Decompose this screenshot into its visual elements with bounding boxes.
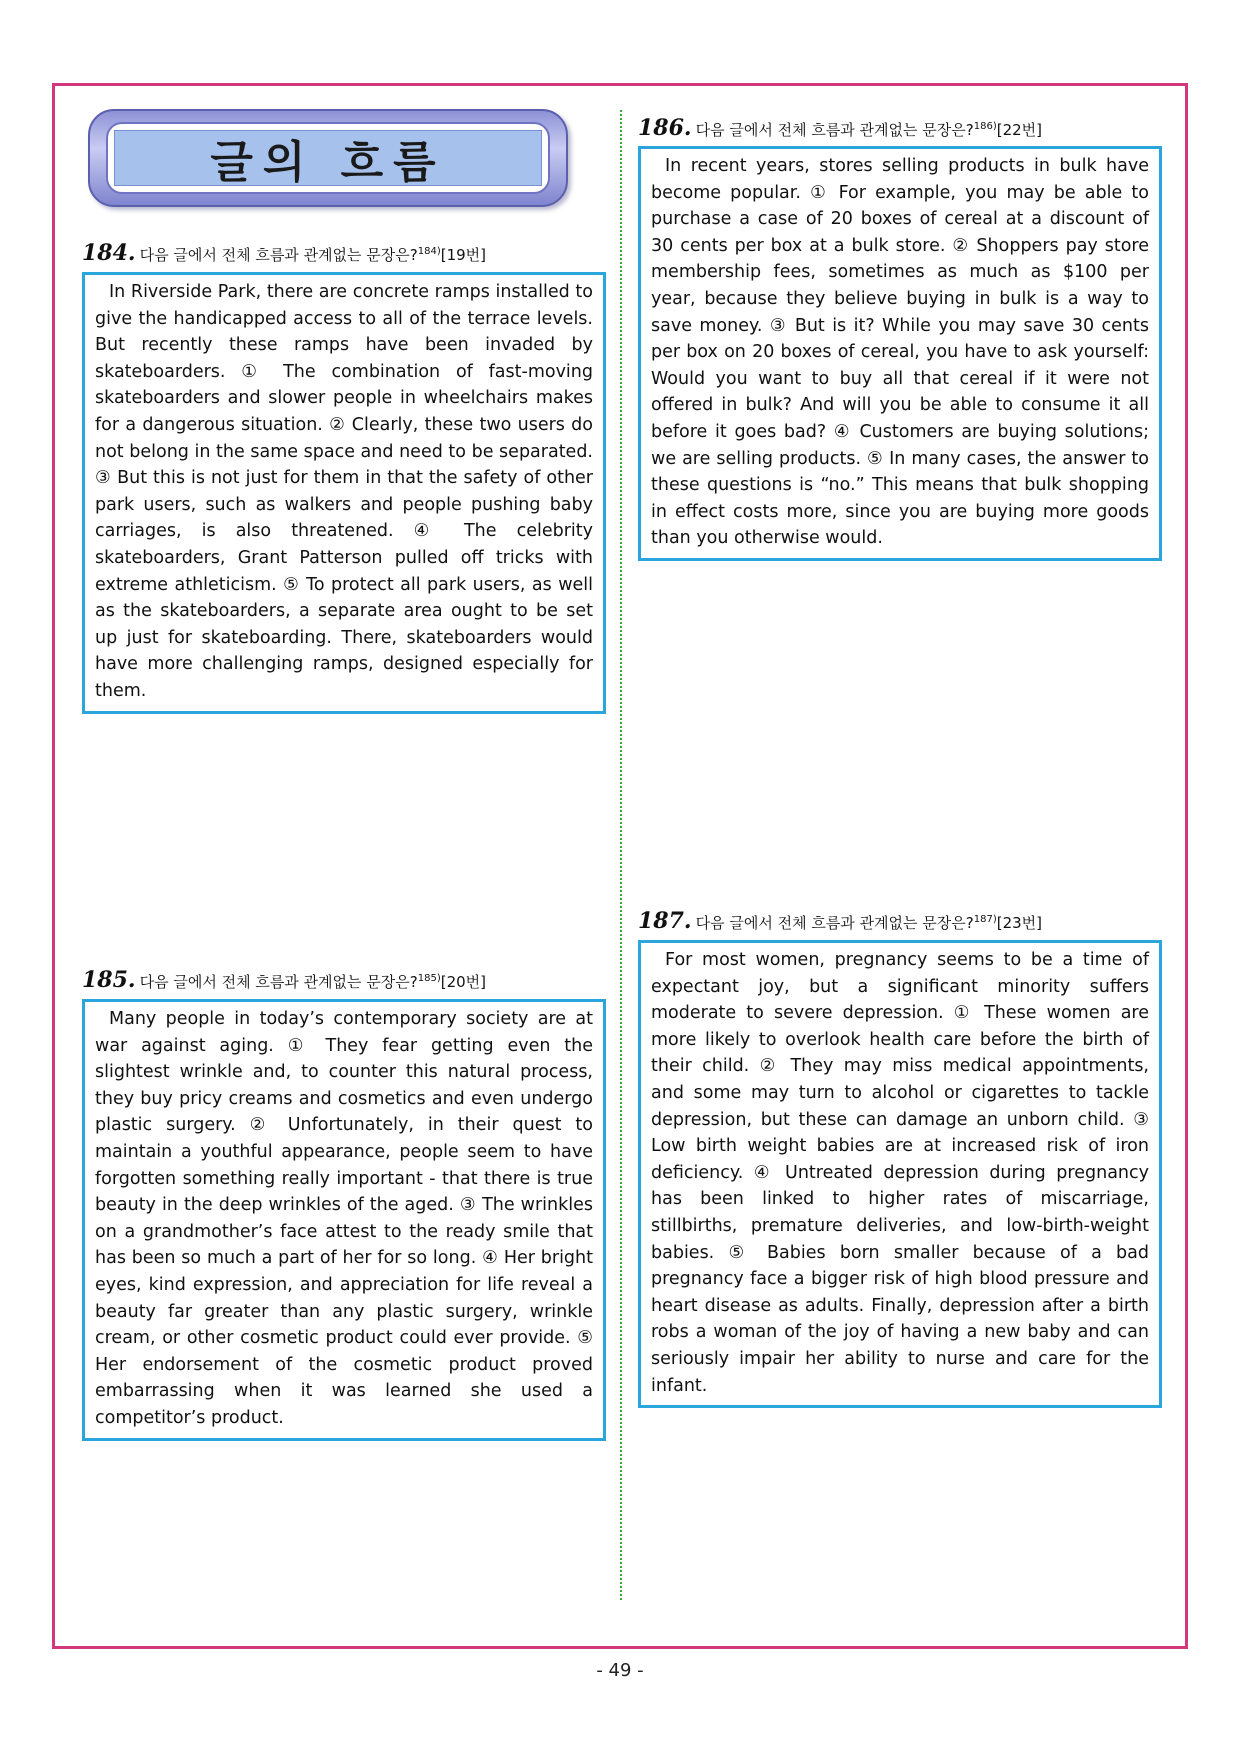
footnote-ref: 186) (973, 121, 997, 132)
question-prompt: 다음 글에서 전체 흐름과 관계없는 문장은? (139, 246, 418, 264)
question-prompt: 다음 글에서 전체 흐름과 관계없는 문장은? (139, 973, 418, 991)
question-prompt: 다음 글에서 전체 흐름과 관계없는 문장은? (695, 914, 974, 932)
question-187-header (638, 908, 1042, 934)
footnote-ref: 185) (417, 973, 441, 984)
question-number: 186. (638, 115, 692, 141)
question-185-passage: Many people in today’s contemporary society are at war against aging. ① They fear getting even the slightest wrinkle and, to counter this natural process, they buy pricy creams and cosmetics and even undergo plastic surgery. ② Unfortunately, in their quest to maintain a youthful appearance, people seem to have forgotten something really important - that there is true beauty in the deep wrinkles of the aged. ③ The wrinkles on a grandmother’s face attest to the ready smile that has been so much a part of her for so long. ④ Her bright eyes, kind expression, and appreciation for life reveal a beauty far greater than any plastic surgery, wrinkle cream, or other cosmetic product could ever provide. ⑤ Her endorsement of the cosmetic product proved embarrassing when it was learned she used a competitor’s product. (82, 999, 606, 1441)
question-186-passage: In recent years, stores selling products in bulk have become popular. ① For example, you may be able to purchase a case of 20 boxes of cereal at a discount of 30 cents per box at a bulk store. ② Shoppers pay store membership fees, sometimes as much as $100 per year, because they believe buying in bulk is a way to save money. ③ But is it? While you may save 30 cents per box on 20 boxes of cereal, you have to ask yourself: Would you want to buy all that cereal if it were not offered in bulk? And will you be able to consume it all before it goes bad? ④ Customers are buying solutions; we are selling products. ⑤ In many cases, the answer to these questions is “no.” This means that bulk shopping in effect costs more, since you are buying more goods than you otherwise would. (638, 146, 1162, 561)
footnote-ref: 187) (973, 914, 997, 925)
question-number: 187. (638, 908, 692, 934)
question-prompt: 다음 글에서 전체 흐름과 관계없는 문장은? (695, 121, 974, 139)
question-184-header (82, 240, 486, 266)
source-ref: [20번] (440, 973, 487, 991)
question-187-passage: For most women, pregnancy seems to be a time of expectant joy, but a significant minority suffers moderate to severe depression. ① These women are more likely to overlook health care before the birth of their child. ② They may miss medical appointments, and some may turn to alcohol or cigarettes to tackle depression, but these can damage an unborn child. ③ Low birth weight babies are at increased risk of iron deficiency. ④ Untreated depression during pregnancy has been linked to higher rates of miscarriage, stillbirths, premature deliveries, and low-birth-weight babies. ⑤ Babies born smaller because of a bad pregnancy face a bigger risk of high blood pressure and heart disease as adults. Finally, depression after a birth robs a woman of the joy of having a new baby and can seriously impair her ability to nurse and care for the infant. (638, 940, 1162, 1408)
source-ref: [19번] (440, 246, 487, 264)
page-number: - 49 - (596, 1660, 644, 1681)
question-number: 185. (82, 967, 136, 993)
question-186-header (638, 115, 1042, 141)
section-title: 글의 흐름 (210, 137, 446, 188)
question-185-header (82, 967, 486, 993)
section-title-banner (88, 109, 568, 207)
question-184-passage: In Riverside Park, there are concrete ramps installed to give the handicapped access to all of the terrace levels. But recently these ramps have been invaded by skateboarders. ① The combination of fast-moving skateboarders and slower people in wheelchairs makes for a dangerous situation. ② Clearly, these two users do not belong in the same space and need to be separated. ③ But this is not just for them in that the safety of other park users, such as walkers and people pushing baby carriages, is also threatened. ④ The celebrity skateboarders, Grant Patterson pulled off tricks with extreme athleticism. ⑤ To protect all park users, as well as the skateboarders, a separate area ought to be set up just for skateboarding. There, skateboarders would have more challenging ramps, designed especially for them. (82, 272, 606, 714)
footnote-ref: 184) (417, 246, 441, 257)
column-divider (620, 110, 622, 1600)
question-number: 184. (82, 240, 136, 266)
source-ref: [22번] (996, 121, 1043, 139)
source-ref: [23번] (996, 914, 1043, 932)
